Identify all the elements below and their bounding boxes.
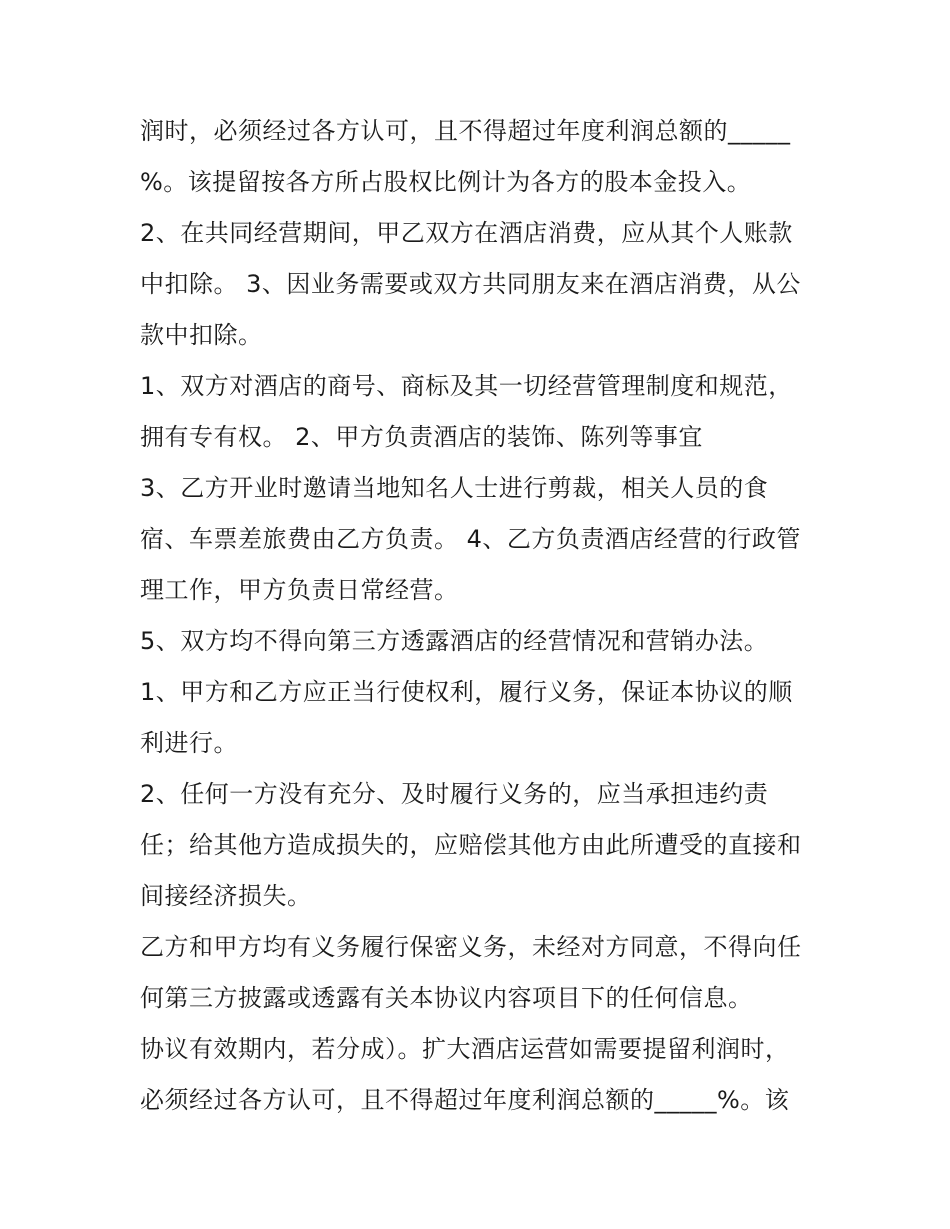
document-body bbox=[140, 106, 820, 1126]
text-line: 必须经过各方认可，且不得超过年度利润总额的_____%。该 bbox=[140, 1086, 790, 1114]
text-line: 1、甲方和乙方应正当行使权利，履行义务，保证本协议的顺 bbox=[140, 678, 793, 706]
text-line: 中扣除。 3、因业务需要或双方共同朋友来在酒店消费，从公 bbox=[140, 270, 801, 298]
text-line: 任；给其他方造成损失的，应赔偿其他方由此所遭受的直接和 bbox=[140, 831, 802, 859]
text-line: 拥有专有权。 2、甲方负责酒店的装饰、陈列等事宜 bbox=[140, 423, 703, 451]
text-line: %。该提留按各方所占股权比例计为各方的股本金投入。 bbox=[140, 168, 752, 196]
text-line: 款中扣除。 bbox=[140, 321, 263, 349]
text-line: 理工作，甲方负责日常经营。 bbox=[140, 576, 459, 604]
text-line: 1、双方对酒店的商号、商标及其一切经营管理制度和规范， bbox=[140, 372, 793, 400]
text-line: 3、乙方开业时邀请当地知名人士进行剪裁，相关人员的食 bbox=[140, 474, 769, 502]
text-line: 协议有效期内，若分成）。扩大酒店运营如需要提留利润时， bbox=[140, 1035, 790, 1063]
text-line: 何第三方披露或透露有关本协议内容项目下的任何信息。 bbox=[140, 984, 753, 1012]
text-line: 2、任何一方没有充分、及时履行义务的，应当承担违约责 bbox=[140, 780, 769, 808]
text-line: 5、双方均不得向第三方透露酒店的经营情况和营销办法。 bbox=[140, 627, 769, 655]
text-line: 乙方和甲方均有义务履行保密义务，未经对方同意，不得向任 bbox=[140, 933, 802, 961]
text-line: 润时，必须经过各方认可，且不得超过年度利润总额的_____ bbox=[140, 117, 791, 145]
text-line: 利进行。 bbox=[140, 729, 238, 757]
text-line: 宿、车票差旅费由乙方负责。 4、乙方负责酒店经营的行政管 bbox=[140, 525, 801, 553]
text-line: 2、在共同经营期间，甲乙双方在酒店消费，应从其个人账款 bbox=[140, 219, 793, 247]
text-line: 间接经济损失。 bbox=[140, 882, 312, 910]
